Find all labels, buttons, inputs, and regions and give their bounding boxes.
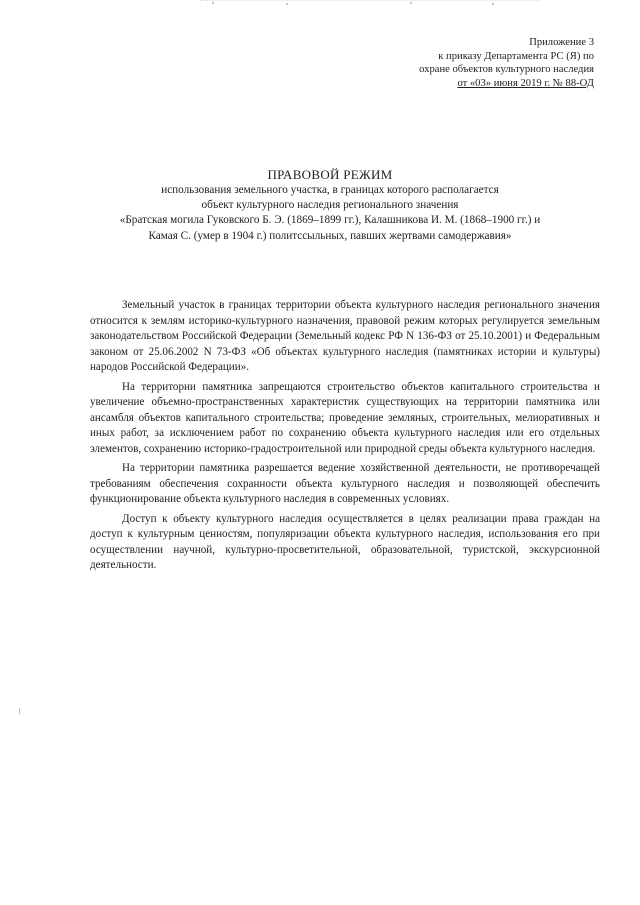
body-paragraph: Доступ к объекту культурного наследия осуществляется в целях реализации права граждан на доступ к культурным ценностям, популяризации объекта культурного наследия, использования его при осуществлении научной, культурно-просветительной, образовательной, туристской, экскурсионной деятельности. bbox=[90, 512, 600, 571]
appendix-order-ref: к приказу Департамента РС (Я) по bbox=[438, 50, 594, 62]
scan-artifact-dot bbox=[492, 3, 494, 5]
document-heading bbox=[80, 166, 580, 244]
body-paragraph: На территории памятника разрешается ведение хозяйственной деятельности, не противоречащей требованиям обеспечения сохранности объекта культурного наследия и позволяющей обеспечить функционирование объекта культурного наследия в современных условиях. bbox=[90, 462, 600, 505]
document-subtitle-line: объект культурного наследия регионального значения bbox=[201, 199, 459, 212]
appendix-number: Приложение 3 bbox=[529, 37, 594, 48]
document-subtitle-line: Камая С. (умер в 1904 г.) политссыльных, павших жертвами самодержавия» bbox=[148, 229, 512, 242]
body-paragraph: Земельный участок в границах территории объекта культурного наследия регионального значения относится к землям историко-культурного назначения, правовой режим которых регулируется земельным законодательством Российской Федерации (Земельный кодекс РФ N 136-ФЗ от 25.10.2001) и Федеральным законом от 25.06.2002 N 73-ФЗ «Об объектах культурного наследия (памятниках истории и культуры) народов Российской Федерации». bbox=[90, 299, 600, 373]
scan-artifact-dot bbox=[286, 3, 288, 5]
scan-artifact-dot bbox=[212, 2, 214, 4]
document-body bbox=[90, 298, 600, 578]
appendix-department: охране объектов культурного наследия bbox=[419, 64, 594, 76]
scan-artifact-margin-mark bbox=[19, 708, 20, 714]
document-subtitle-line: «Братская могила Гуковского Б. Э. (1869–1899 гг.), Калашникова И. М. (1868–1900 гг.) и bbox=[119, 214, 541, 227]
scan-artifact-dot bbox=[410, 2, 412, 4]
appendix-reference bbox=[364, 36, 594, 90]
document-subtitle-line: использования земельного участка, в границах которого располагается bbox=[161, 184, 499, 196]
document-title: ПРАВОВОЙ РЕЖИМ bbox=[267, 167, 393, 182]
scan-artifact-top bbox=[200, 0, 540, 7]
appendix-order-date: от «03» июня 2019 г. № 88-ОД bbox=[457, 77, 594, 89]
body-paragraph: На территории памятника запрещаются строительство объектов капитального строительства и увеличение объемно-пространственных характеристик существующих на территории памятника или ансамбля объектов капитального строительства; проведение земляных, строительных, мелиоративных и иных работ, за исключением работ по сохранению объекта культурного наследия или его отдельных элементов, сохранению историко-градостроительной или природной среды объекта культурного наследия. bbox=[90, 380, 600, 455]
